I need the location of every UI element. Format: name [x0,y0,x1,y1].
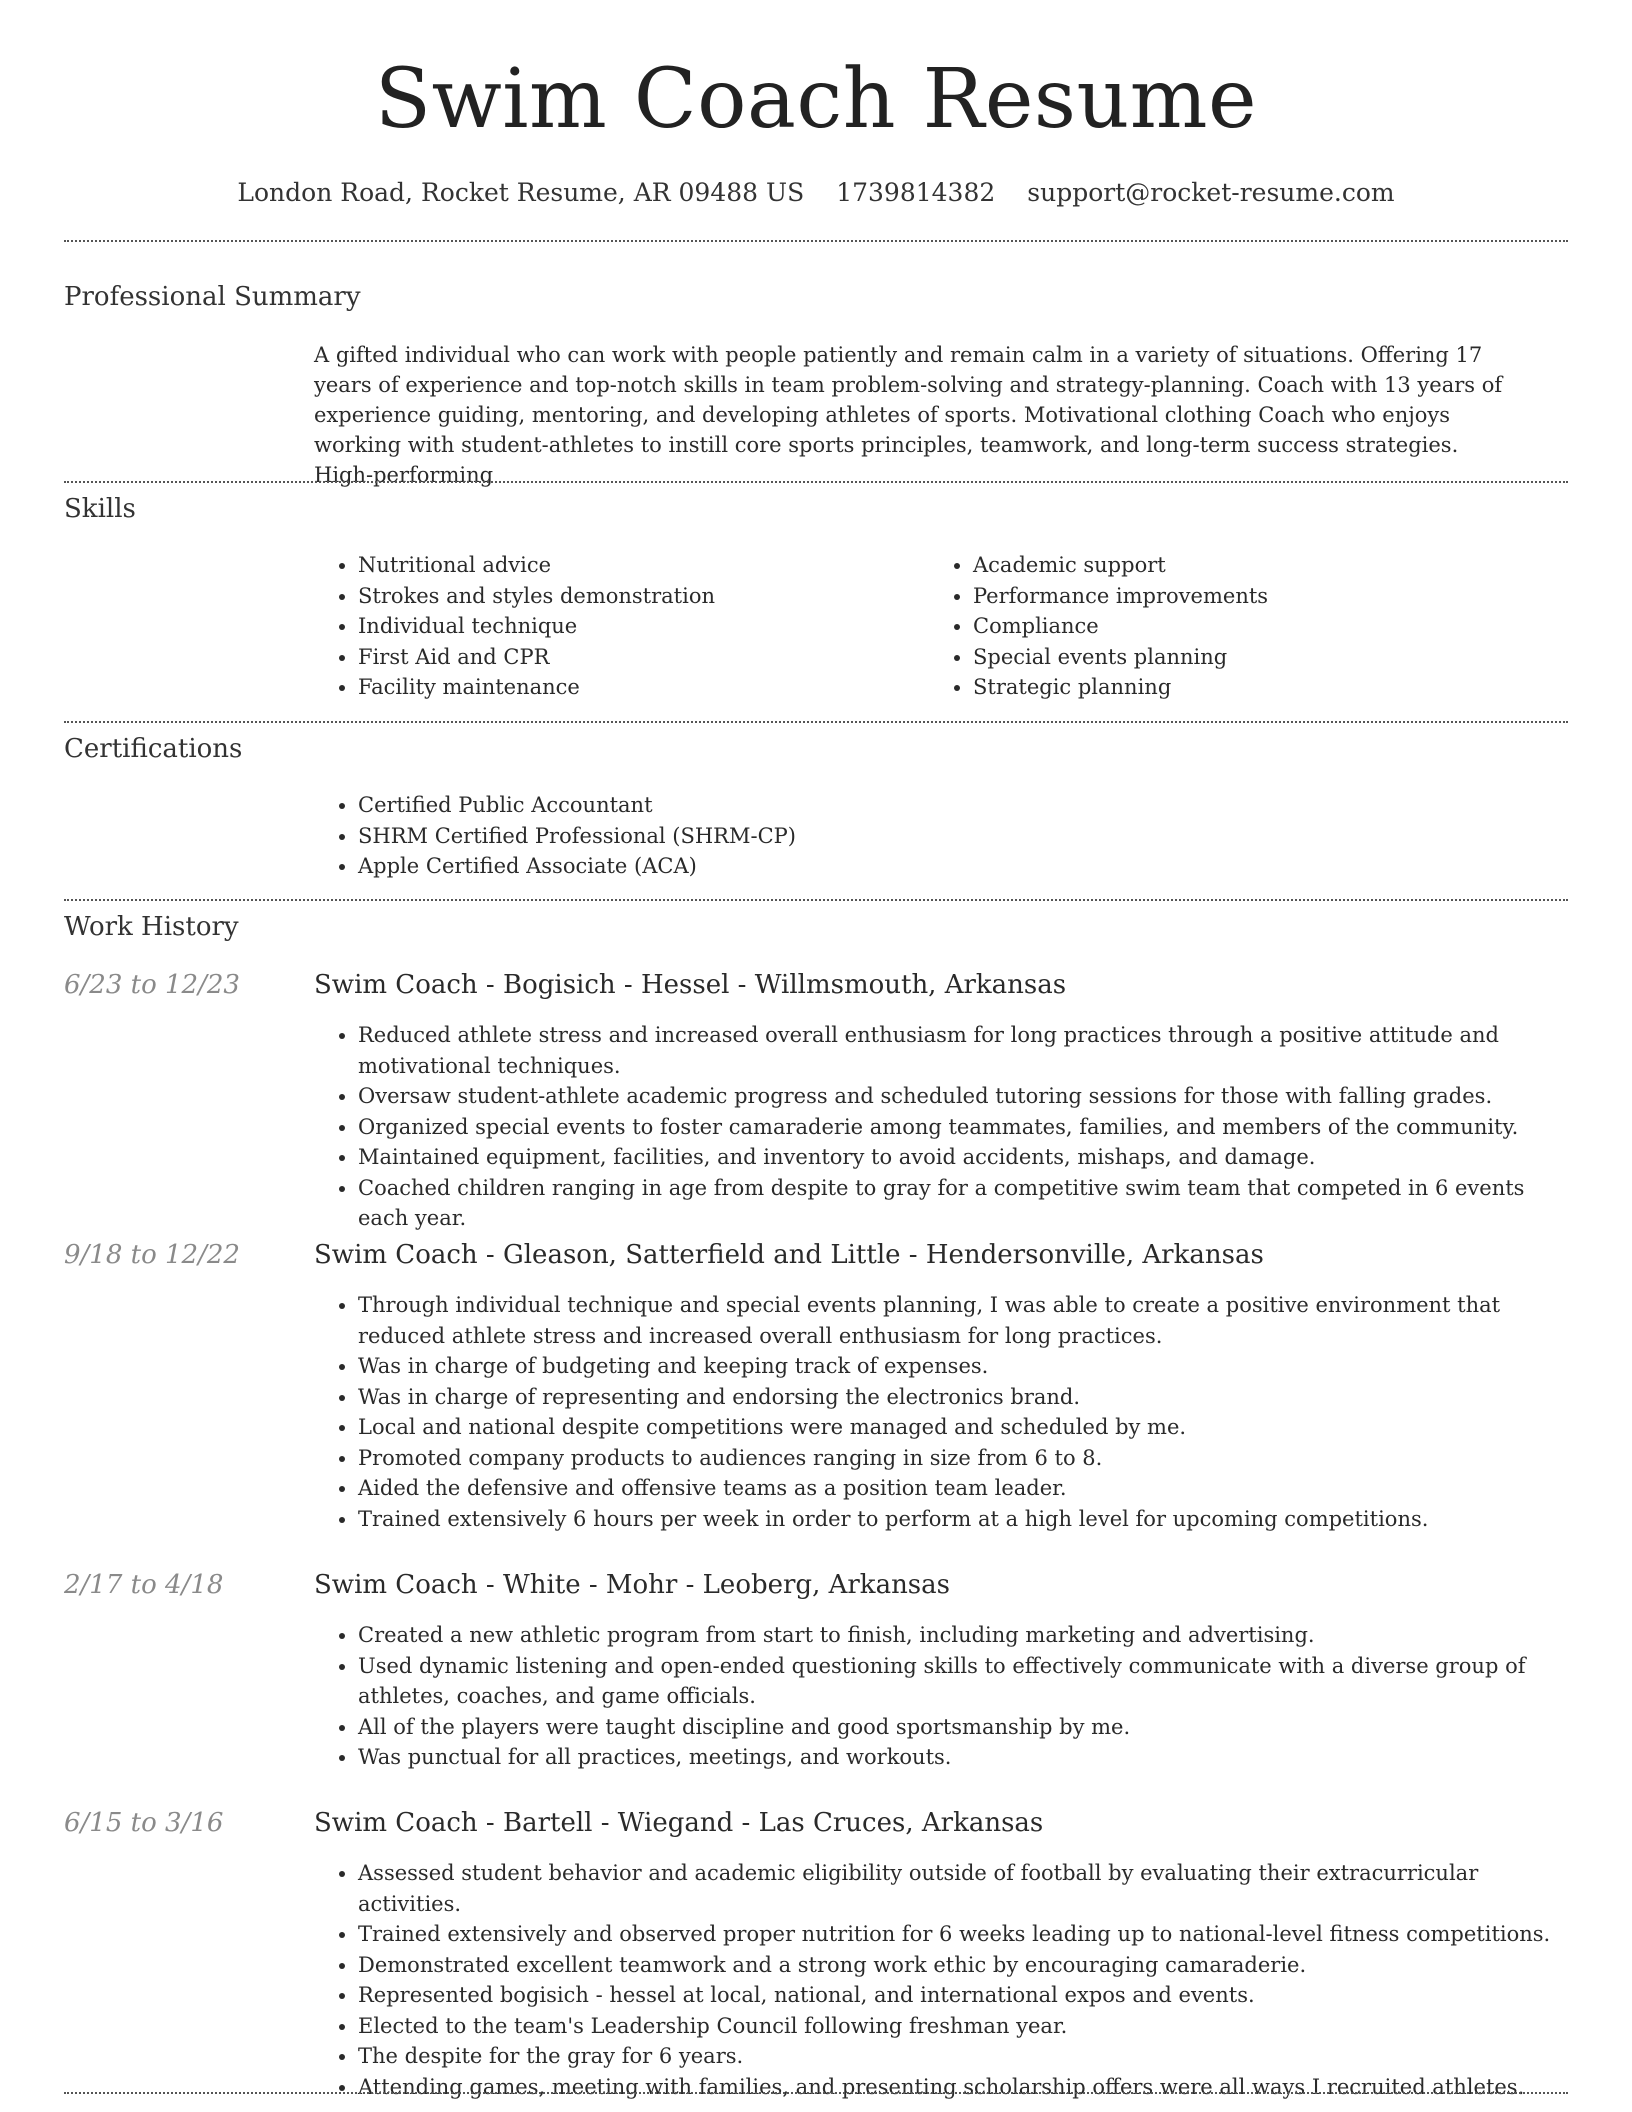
job-bullet: • Was in charge of budgeting and keeping track of expenses. [358,1351,1568,1382]
job-bullet: • Elected to the team's Leadership Council following freshman year. [358,2011,1568,2042]
resume-title: Swim Coach Resume [374,52,1258,147]
job-bullet: • Trained extensively and observed proper nutrition for 6 weeks leading up to national-level fitness competitions. [358,1919,1568,1950]
job-dates: 9/18 to 12/22 [64,1240,240,1270]
section-divider [64,481,1568,483]
job-bullet: • Through individual technique and special events planning, I was able to create a positive environment that reduced athlete stress and increased overall enthusiasm for long practices. [358,1290,1568,1351]
job-bullet: • Was punctual for all practices, meetings, and workouts. [358,1742,1568,1773]
skill-item: • Strokes and styles demonstration [358,581,914,612]
summary-heading: Professional Summary [64,282,361,312]
certifications-heading: Certifications [64,734,243,764]
job-bullet: • Attending games, meeting with families, and presenting scholarship offers were all ways I recruited athletes. [358,2072,1568,2103]
skill-item: • Nutritional advice [358,550,914,581]
contact-address: London Road, Rocket Resume, AR 09488 US [237,178,805,207]
skills-heading: Skills [64,494,136,524]
job-title: Swim Coach - White - Mohr - Leoberg, Arkansas [314,1570,950,1600]
job-dates: 6/15 to 3/16 [64,1808,224,1838]
job-bullet: • Was in charge of representing and endorsing the electronics brand. [358,1382,1568,1413]
job-bullet: • Local and national despite competitions were managed and scheduled by me. [358,1412,1568,1443]
job-bullet: • Coached children ranging in age from despite to gray for a competitive swim team that competed in 6 events each year. [358,1173,1568,1234]
contact-email[interactable]: support@rocket-resume.com [1027,178,1395,207]
job-bullet: • Used dynamic listening and open-ended questioning skills to effectively communicate with a diverse group of athletes, coaches, and game officials. [358,1651,1568,1712]
job-title: Swim Coach - Bogisich - Hessel - Willmsmouth, Arkansas [314,970,1067,1000]
skill-item: • Academic support [973,550,1529,581]
job-bullet: • The despite for the gray for 6 years. [358,2041,1568,2072]
section-divider [64,899,1568,901]
section-divider [64,240,1568,242]
resume-header [0,0,1632,207]
job-bullet: • Promoted company products to audiences ranging in size from 6 to 8. [358,1443,1568,1474]
job-bullet: • Represented bogisich - hessel at local, national, and international expos and events. [358,1980,1568,2011]
job-bullet: • Reduced athlete stress and increased overall enthusiasm for long practices through a positive attitude and motivational techniques. [358,1020,1568,1081]
skill-item: • Strategic planning [973,672,1529,703]
skill-item: • Special events planning [973,642,1529,673]
job-bullets [314,1290,1568,1534]
skill-item: • Facility maintenance [358,672,914,703]
skill-item: • First Aid and CPR [358,642,914,673]
contact-line [0,178,1632,207]
contact-phone: 1739814382 [836,178,996,207]
section-divider [64,721,1568,723]
job-bullet: • Trained extensively 6 hours per week in order to perform at a high level for upcoming competitions. [358,1504,1568,1535]
certification-item: • Certified Public Accountant [358,790,1568,821]
job-dates: 2/17 to 4/18 [64,1570,224,1600]
job-title: Swim Coach - Gleason, Satterfield and Little - Hendersonville, Arkansas [314,1240,1264,1270]
job-bullets [314,1858,1568,2102]
skills-column-right [929,550,1529,703]
job-bullet: • Demonstrated excellent teamwork and a strong work ethic by encouraging camaraderie. [358,1950,1568,1981]
skill-item: • Compliance [973,611,1529,642]
work-history-heading: Work History [64,912,239,942]
certification-item: • Apple Certified Associate (ACA) [358,851,1568,882]
certifications-block [314,790,1568,882]
skill-item: • Performance improvements [973,581,1529,612]
job-bullet: • Assessed student behavior and academic eligibility outside of football by evaluating their extracurricular activities. [358,1858,1568,1919]
job-bullets [314,1620,1568,1773]
skills-column-left [314,550,914,703]
skill-item: • Individual technique [358,611,914,642]
skills-block [314,550,1568,700]
job-bullet: • Created a new athletic program from start to finish, including marketing and advertising. [358,1620,1568,1651]
job-bullet: • Oversaw student-athlete academic progress and scheduled tutoring sessions for those with falling grades. [358,1081,1568,1112]
job-bullet: • Organized special events to foster camaraderie among teammates, families, and members of the community. [358,1112,1568,1143]
certification-item: • SHRM Certified Professional (SHRM-CP) [358,821,1568,852]
job-dates: 6/23 to 12/23 [64,970,240,1000]
job-bullet: • Maintained equipment, facilities, and inventory to avoid accidents, mishaps, and damage. [358,1142,1568,1173]
summary-text: A gifted individual who can work with people patiently and remain calm in a variety of situations. Offering 17 years of experience and top-notch skills in team problem-solving and strategy-planning. Coach with 13 years of experience guiding, mentoring, and developing athletes of sports. Motivational clothing Coach who enjoys working with student-athletes to instill core sports principles, teamwork, and long-term success strategies. High-performing [314,343,1503,487]
job-bullets [314,1020,1568,1234]
job-bullet: • All of the players were taught discipline and good sportsmanship by me. [358,1712,1568,1743]
job-bullet: • Aided the defensive and offensive teams as a position team leader. [358,1473,1568,1504]
job-title: Swim Coach - Bartell - Wiegand - Las Cruces, Arkansas [314,1808,1044,1838]
section-divider [64,2092,1568,2094]
